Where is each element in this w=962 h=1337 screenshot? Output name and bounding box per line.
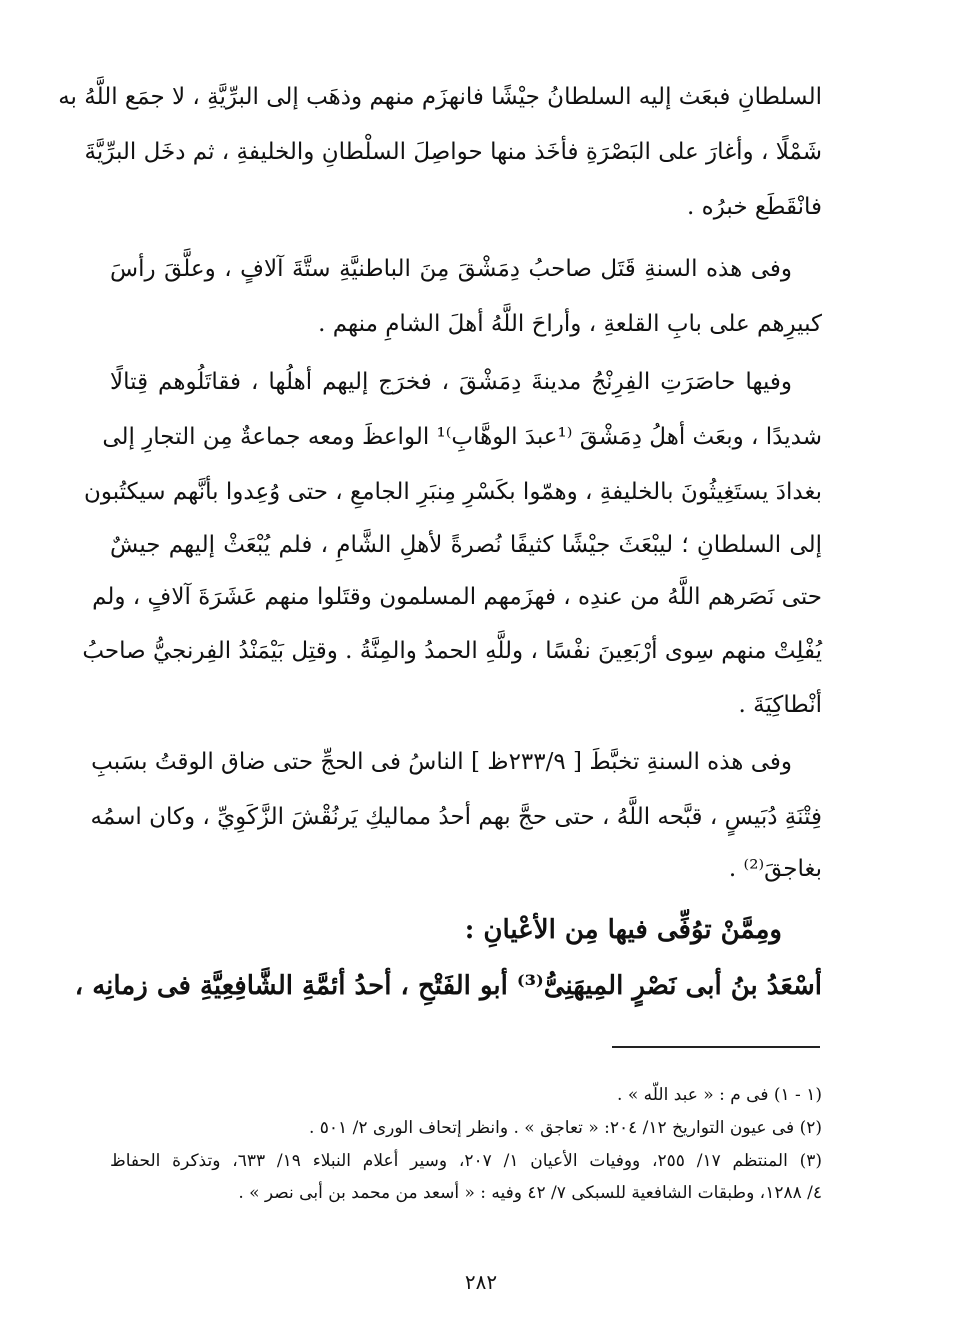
- footnote: (١ - ١) فى م : « عبد اللّه » .: [617, 1085, 822, 1105]
- text-line: كبيرِهم على بابِ القلعةِ ، وأراحَ اللَّهُ أهلَ الشامِ منهم .: [318, 311, 822, 337]
- footnote: (٢) فى عيون التواريخ ١٢/ ٢٠٤: « تعاجق » . وانظر إتحاف الورى ٢/ ٥٠١ .: [308, 1118, 822, 1138]
- text-line: شَمْلًا ، وأغارَ على البَصْرَةِ فأخَذ منها حواصِلَ السلْطانِ والخليفةِ ، ثم دخَل البرِّيَّةَ: [84, 139, 822, 165]
- text-line: وفى هذه السنةِ تخبَّطَ [ ٢٣٣/٩ظ ] الناسُ فى الحجِّ حتى ضاق الوقتُ بسَببِ: [91, 749, 792, 775]
- text-line: السلطانِ فبعَث إليه السلطانُ جيْشًا فانهزَم منهم وذهَب إلى البرِّيَّةِ ، لا جمَع اللَّهُ به: [58, 84, 822, 110]
- footnote-separator: [612, 1046, 820, 1048]
- text-line: وفى هذه السنةِ قَتَل صاحبُ دِمَشْقَ مِنَ الباطنيَّةِ ستَّةَ آلافٍ ، وعلَّقَ رأسَ: [110, 256, 792, 282]
- footnote: ٤/ ١٢٨٨، وطبقات الشافعية للسبكى ٧/ ٤٢ وفيه : « أسعد من محمد بن أبى نصر » .: [238, 1183, 822, 1203]
- text-line: يُفْلِتْ منهم سِوى أرْبَعِينَ نفْسًا ، وللَّهِ الحمدُ والمِنَّةُ . وقتِل بَيْمَنْدُ الفِرنجيُّ صاحبُ: [82, 638, 822, 664]
- section-heading: ومِمَّنْ توُفِّى فيها مِن الأعْيانِ :: [464, 915, 782, 945]
- text-line: وفيها حاصَرَتِ الفِرِنْجُ مدينةَ دِمَشْقَ ، فخرَج إليهم أهلُها ، فقاتَلُوهم قِتالًا: [110, 369, 792, 395]
- text-line: أنْطاكِيَةَ .: [738, 692, 822, 718]
- text-line: فانْقَطَع خبرُه .: [687, 194, 822, 220]
- text-line: إلى السلطانِ ؛ ليبْعَثَ جيْشًا كثيفًا نُصرةً لأهلِ الشَّامِ ، فلم يُبْعَثْ إليهم جيشٌ: [110, 532, 822, 558]
- footnote: (٣) المنتظم ١٧/ ٢٥٥، ووفيات الأعيان ١/ ٢٠٧، وسير أعلام النبلاء ١٩/ ٦٣٣، وتذكرة الحفاظ: [110, 1151, 823, 1171]
- biography-entry-line: أسْعَدُ بنُ أبى نَصْرٍ المِيهَنِىُّ⁽³⁾ أبو الفَتْحِ ، أحدُ أئمَّةِ الشَّافِعِيَّةِ فى زمانِه ،: [74, 971, 822, 1001]
- text-line: بغدادَ يستَغِيثُونَ بالخليفةِ ، وهمّوا بكَسْرِ مِنبَرِ الجامعِ ، حتى وُعِدوا بأنَّهم سيكتُبون: [83, 479, 822, 505]
- text-line: فِتْنَةِ دُبَيسٍ ، قبَّحه اللَّهُ ، حتى حجَّ بهم أحدُ مماليكِ يَرنُقْشَ الزَّكَوِيِّ ، وكان اسمُه: [90, 804, 822, 830]
- text-line: حتى نَصَرهم اللَّهُ من عندِه ، فهزَمهم المسلمون وقتَلوا منهم عَشَرَةَ آلافٍ ، ولم: [92, 584, 822, 610]
- text-line: بغاجقَ⁽²⁾ .: [728, 856, 822, 882]
- text-line: شديدًا ، وبعَث أهلُ دِمَشْقَ ⁽¹عبدَ الوهَّابِ⁾¹ الواعظَ ومعه جماعةٌ مِن التجارِ إلى: [102, 424, 822, 450]
- page-number: ٢٨٢: [464, 1270, 498, 1294]
